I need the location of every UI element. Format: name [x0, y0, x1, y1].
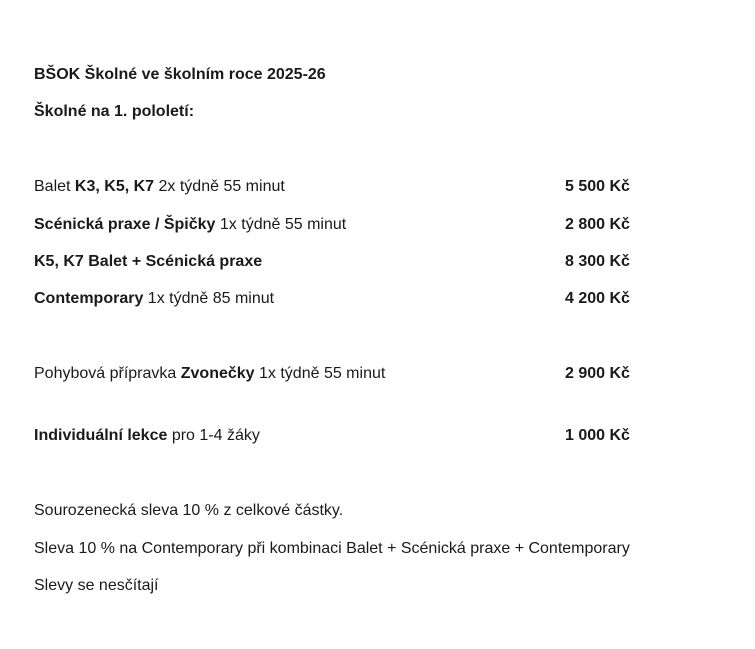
fee-description-suffix: 1x týdně 55 minut: [254, 365, 386, 382]
fee-description-suffix: 2x týdně 55 minut: [154, 178, 285, 195]
fee-price: 5 500 Kč: [565, 178, 630, 195]
fee-description-bold: K5, K7 Balet + Scénická praxe: [34, 253, 263, 270]
fee-price: 1 000 Kč: [565, 427, 630, 444]
fee-description-bold: Individuální lekce: [34, 427, 168, 444]
fee-description: [34, 252, 262, 272]
fee-description-suffix: 1x týdně 55 minut: [215, 216, 347, 233]
fee-row-balet-scenicka-combo: [34, 252, 634, 272]
fee-row-zvonecky: [34, 364, 634, 384]
discount-note-contemporary: Sleva 10 % na Contemporary při kombinaci Balet + Scénická praxe + Contemporary: [34, 540, 630, 557]
fee-description-suffix: pro 1-4 žáky: [167, 427, 260, 444]
fee-row-individualni-lekce: [34, 426, 634, 446]
fee-description: [34, 177, 285, 197]
discount-note-no-stacking: Slevy se nesčítají: [34, 577, 159, 594]
fee-description: [34, 289, 274, 309]
fee-description: [34, 426, 260, 446]
fee-description-bold: Zvonečky: [180, 365, 255, 382]
fee-description-suffix: 1x týdně 85 minut: [143, 290, 275, 307]
fee-description: [34, 215, 346, 235]
fee-row-balet: [34, 177, 634, 197]
fee-description-bold: Scénická praxe / Špičky: [34, 216, 216, 233]
section-heading: Školné na 1. pololetí:: [34, 103, 195, 120]
fee-row-contemporary: [34, 289, 634, 309]
fee-description-bold: K3, K5, K7: [74, 178, 155, 195]
fee-price: 4 200 Kč: [565, 290, 630, 307]
fee-description-prefix: Pohybová přípravka: [34, 365, 181, 382]
discount-note-siblings: Sourozenecká sleva 10 % z celkové částky.: [34, 502, 344, 519]
fee-description: [34, 364, 385, 384]
fee-description-bold: Contemporary: [34, 290, 144, 307]
fee-price: 2 800 Kč: [565, 216, 630, 233]
fee-row-scenicka-praxe: [34, 215, 634, 235]
fee-price: 8 300 Kč: [565, 253, 630, 270]
fee-description-prefix: Balet: [34, 178, 75, 195]
fee-price: 2 900 Kč: [565, 365, 630, 382]
document-title: BŠOK Školné ve školním roce 2025-26: [34, 66, 326, 83]
